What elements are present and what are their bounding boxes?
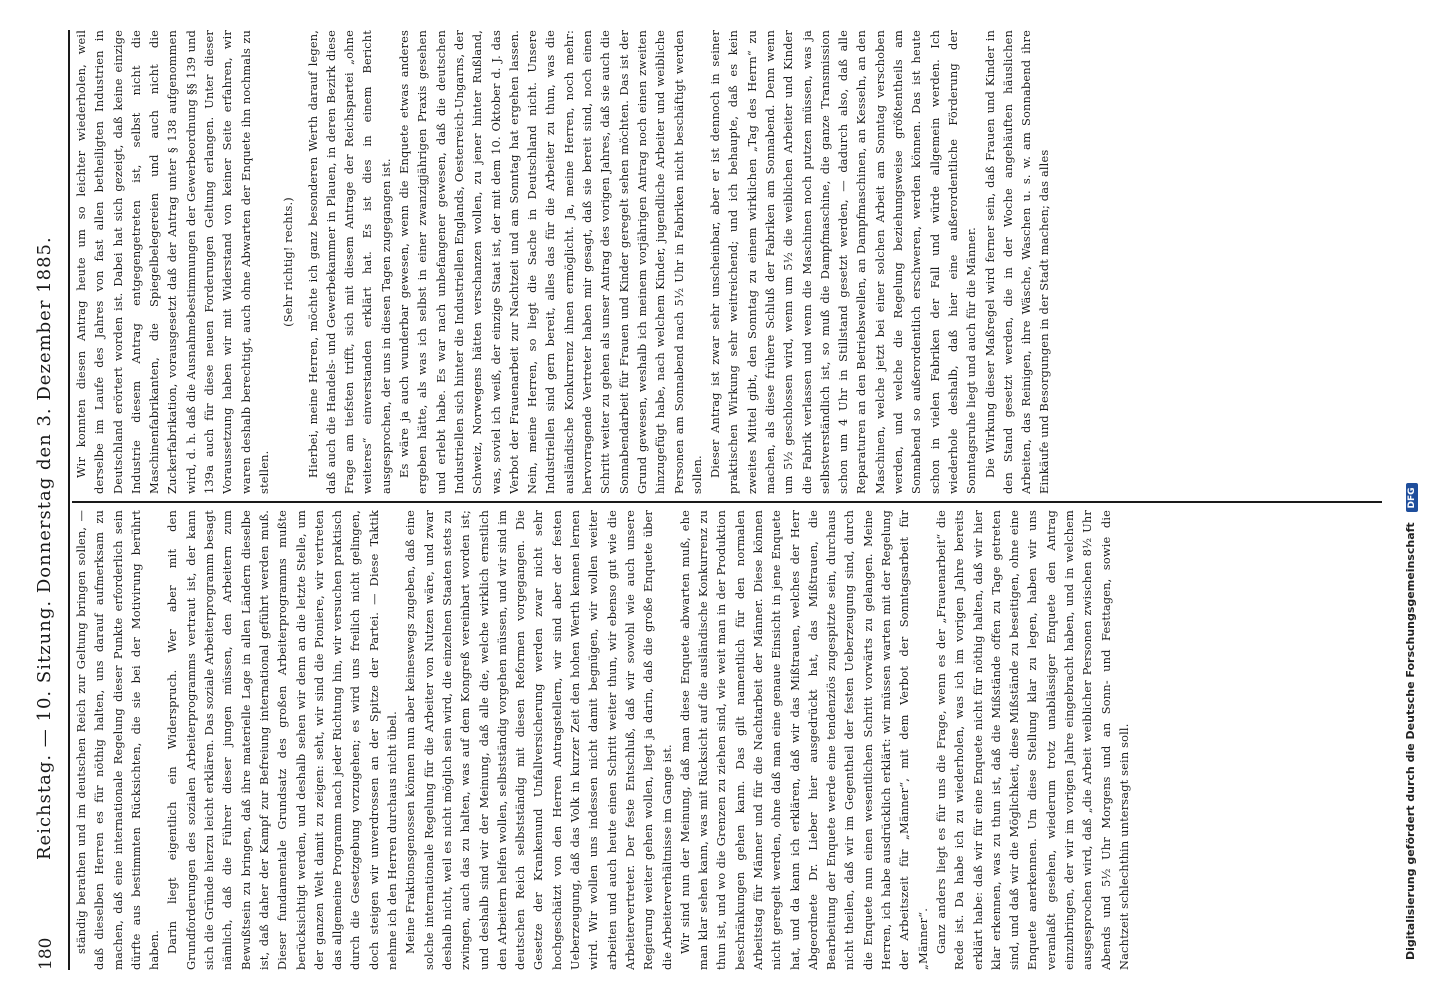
left-paragraph-3: Meine Fraktionsgenossen können nun aber keineswegs zugeben, daß eine solche internationale Regelung für die Arbeiter von Nutzen wäre, und zwar deshalb nicht, weil es nicht möglich sein wird, die einzelnen Staaten stets zu zwingen, auch das zu halten, was auf dem Kongreß vereinbart worden ist; und deshalb sind wir der Meinung, daß alle die, welche wirklich ernstlich den Arbeitern helfen wollen, selbstständig vorgehen müssen, und wir sind im deutschen Reich selbstständig mit diesen Reformen vorgegangen. Die Gesetze der Krankenund Unfallversicherung werden zwar nicht sehr hochgeschätzt von den Herren Antragstellern, wir sind aber der festen Ueberzeugung, daß das Volk in kurzer Zeit den hohen Werth kennen lernen wird. Wir wollen uns indessen nicht damit begnügen, wir wollen weiter arbeiten und auch heute einen Schritt weiter thun, wir ebenso gut wie die Arbeitervertreter. Der feste Entschluß, daß wir sowohl wie auch unsere Regierung weiter gehen wollen, liegt ja darin, daß die große Enquete über die Arbeiterverhältnisse im Gange ist. <box>403 510 674 970</box>
right-paragraph-1: Wir konnten diesen Antrag heute um so leichter wiederholen, weil derselbe im Laufe des Jahres von fast allen betheiligten Industrien in Deutschland erörtert worden ist. Dabei hat sich gezeigt, daß keine einzige Industrie diesem Antrag entgegengetreten ist, selbst nicht die Maschinenfabrikanten, die Spiegelbelegereien und auch nicht die Zuckerfabrikation, vorausgesetzt daß der Antrag unter § 138 aufgenommen wird, d. h. daß die Ausnahmebestimmungen der Gewerbeordnung §§ 139 und 139a auch für diese neuen Forderungen Geltung erlangen. Unter dieser Voraussetzung haben wir mit Widerstand von keiner Seite erfahren, wir waren deshalb berechtigt, auch ohne Abwarten der Enquete ihn nochmals zu stellen. <box>74 30 271 494</box>
funding-text: Digitalisierung gefördert durch die Deutsche Forschungsgemeinschaft <box>1404 522 1417 960</box>
funding-note <box>1404 30 1418 960</box>
left-paragraph-4: Wir sind nun der Meinung, daß man diese Enquete abwarten muß, ehe man klar sehen kann, was mit Rücksicht auf die ausländische Konkurrenz zu thun ist, und wo die Grenzen zu ziehen sind, wie weit man in der Produktion beschränkungen gehen kann. Das gilt namentlich für den normalen Arbeitstag für Männer und für die Nachtarbeit der Männer. Diese können nicht geregelt werden, ohne daß man eine genaue Einsicht in jene Enquete hat, und da kann ich erklären, daß wir das Mißtrauen, welches der Herr Abgeordnete Dr. Lieber hier ausgedrückt hat, das Mißtrauen, die Bearbeitung der Enquete werde eine tendenziös zugespitzte sein, durchaus nicht theilen, daß wir im Gegentheil der festen Ueberzeugung sind, durch die Enquete nun einen wesentlichen Schritt vorwärts zu gelangen. Meine Herren, ich habe ausdrücklich erklärt: wir müssen warten mit der Regelung der Arbeitszeit für „Männer“, mit dem Verbot der Sonntagsarbeit für „Männer“. <box>677 510 930 970</box>
left-column <box>72 510 1382 970</box>
header-rule <box>68 30 70 970</box>
running-title: Reichstag. — 10. Sitzung. Donnerstag den 3. Dezember 1885. <box>34 236 55 860</box>
dfg-logo: DFG <box>1406 483 1418 512</box>
interjection: (Sehr richtig! rechts.) <box>281 197 296 327</box>
left-paragraph-2: Darin liegt eigentlich ein Widerspruch. Wer aber mit den Grundforderungen des sozialen Arbeiterprogramms vertraut ist, der kann sich die Gründe hierzu leicht erklären. Das soziale Arbeiterprogramm besagt nämlich, daß die Führer dieser jungen müssen, den Arbeitern zum Bewußtsein zu bringen, daß ihre materielle Lage in allen Ländern dieselbe ist, daß daher der Kampf zur Befreiung international geführt werden muß. Dieser fundamentale Grundsatz des großen Arbeiterprogramms mußte berücksichtigt werden, und deshalb sehen wir denn an die letzte Stelle, um der ganzen Welt damit zu zeigen: seht, wir sind die Pioniere, wir vertreten das allgemeine Programm nach jeder Richtung hin, wir versuchen praktisch durch die Gesetzgebung vorzugehen; es wird uns freilich nicht gelingen, doch steigen wir unverdrossen an der Spitze der Partei. — Diese Taktik nehme ich den Herren durchaus nicht übel. <box>165 510 400 970</box>
left-paragraph-1: ständig berathen und im deutschen Reich zur Geltung bringen sollen, — daß dieselben Herren es für nöthig halten, uns darauf aufmerksam zu machen, daß eine internationale Regelung dieser Punkte erforderlich sein dürfte aus bestimmten Rücksichten, die sie bei der Motivirung berührt haben. <box>74 510 162 970</box>
left-paragraph-5: Ganz anders liegt es für uns die Frage, wenn es der „Frauenarbeit“ die Rede ist. Da habe ich zu wiederholen, was ich im vorigen Jahre bereits erklärt habe: daß wir für eine Enquete nicht für nöthig halten, daß wir hier klar erkennen, was zu thun ist, daß die Mißstände offen zu Tage getreten sind, und daß wir die Möglichkeit, diese Mißstände zu beseitigen, ohne eine Enquete anerkennen. Um diese Stellung klar zu legen, haben wir uns veranlaßt gesehen, wiederum trotz unablässiger Enquete den Antrag einzubringen, der wir im vorigen Jahre eingebracht haben, und in welchem ausgesprochen wird, daß „die Arbeit weiblicher Personen zwischen 8½ Uhr Abends und 5½ Uhr Morgens und an Sonn- und Festtagen, sowie die Nachtzeit schlechthin untersagt sein soll. <box>933 510 1131 970</box>
column-divider <box>72 502 1382 504</box>
right-paragraph-2: Hierbei, meine Herren, möchte ich ganz besonderen Werth darauf legen, daß auch die Handels- und Gewerbekammer in Plauen, in deren Bezirk diese Frage am tiefsten trifft, sich mit diesem Antrage der Reichspartei „ohne weiteres“ einverstanden erklärt hat. Es ist dies in einem Bericht ausgesprochen, der uns in diesen Tagen zugegangen ist. <box>305 30 393 494</box>
right-column <box>72 30 1382 494</box>
page-number: 180 <box>36 937 56 970</box>
right-paragraph-3: Es wäre ja auch wunderbar gewesen, wenn die Enquete etwas anderes ergeben hätte, als was ich selbst in einer zwanzigjährigen Praxis gesehen und erlebt habe. Es war nach unbefangener gewesen, daß die deutschen Industriellen sich hinter die Industriellen Englands, Oesterreich-Ungarns, der Schweiz, Norwegens hätten verschanzen wollen, zu jener hinter Rußland, was, soviel ich weiß, der einzige Staat ist, der mit dem 10. Oktober d. J. das Verbot der Frauenarbeit zur Nachtzeit und am Sonntag hat ergehen lassen. Nein, meine Herren, so liegt die Sache in Deutschland nicht. Unsere Industriellen sind gern bereit, alles das für die Arbeiter zu thun, was die ausländische Konkurrenz ihnen ermöglicht. Ja, meine Herren, noch mehr: hervorragende Vertreter haben mir gesagt, daß sie bereit sind, noch einen Schritt weiter zu gehen als unser Antrag des vorigen Jahres, daß sie auch die Sonnabendarbeit für Frauen und Kinder geregelt sehen möchten. Das ist der Grund gewesen, weshalb ich meinem vorjährigen Antrag noch einen zweiten hinzugefügt habe, nach welchem Kinder, jugendliche Arbeiter und weibliche Personen am Sonnabend nach 5½ Uhr in Fabriken nicht beschäftigt werden sollen. <box>397 30 704 494</box>
right-paragraph-5: Die Wirkung dieser Maßregel wird ferner sein, daß Frauen und Kinder in den Stand gesetzt werden, die in der Woche angehäuften häuslichen Arbeiten, das Reinigen, ihre Wäsche, Waschen u. s. w. am Sonnabend ihre Einkäufe und Besorgungen in der Stadt machen; das alles <box>982 30 1052 494</box>
right-paragraph-4: Dieser Antrag ist zwar sehr unscheinbar, aber er ist dennoch in seiner praktischen Wirkung sehr weitreichend; und ich behaupte, daß es kein zweites Mittel gibt, den Sonntag zu einem wirklichen „Tag des Herrn“ zu machen, als diese frühere Schluß der Fabriken am Sonnabend. Denn wenn um 5½ geschlossen wird, wenn um 5½ die weiblichen Arbeiter und Kinder die Fabrik verlassen und wenn die Maschinen noch putzen müssen, was ja selbstverständlich ist, so muß die Dampfmaschine, die ganze Transmission schon um 4 Uhr in Stillstand gesetzt werden, — dadurch also, daß alle Reparaturen an den Betriebswellen, an Dampfmaschinen, an Kesseln, an den Maschinen, welche jetzt bei einer solchen Arbeit am Sonntag verschoben werden, und welche die Regelung beziehungsweise größtentheils am Sonnabend so außerordentlich erschweren, werden können. Das ist heute schon in vielen Fabriken der Fall und würde allgemein werden. Ich wiederhole deshalb, daß hier eine außerordentliche Förderung der Sonntagsruhe liegt und auch für die Männer. <box>708 30 979 494</box>
page-header <box>30 20 64 970</box>
